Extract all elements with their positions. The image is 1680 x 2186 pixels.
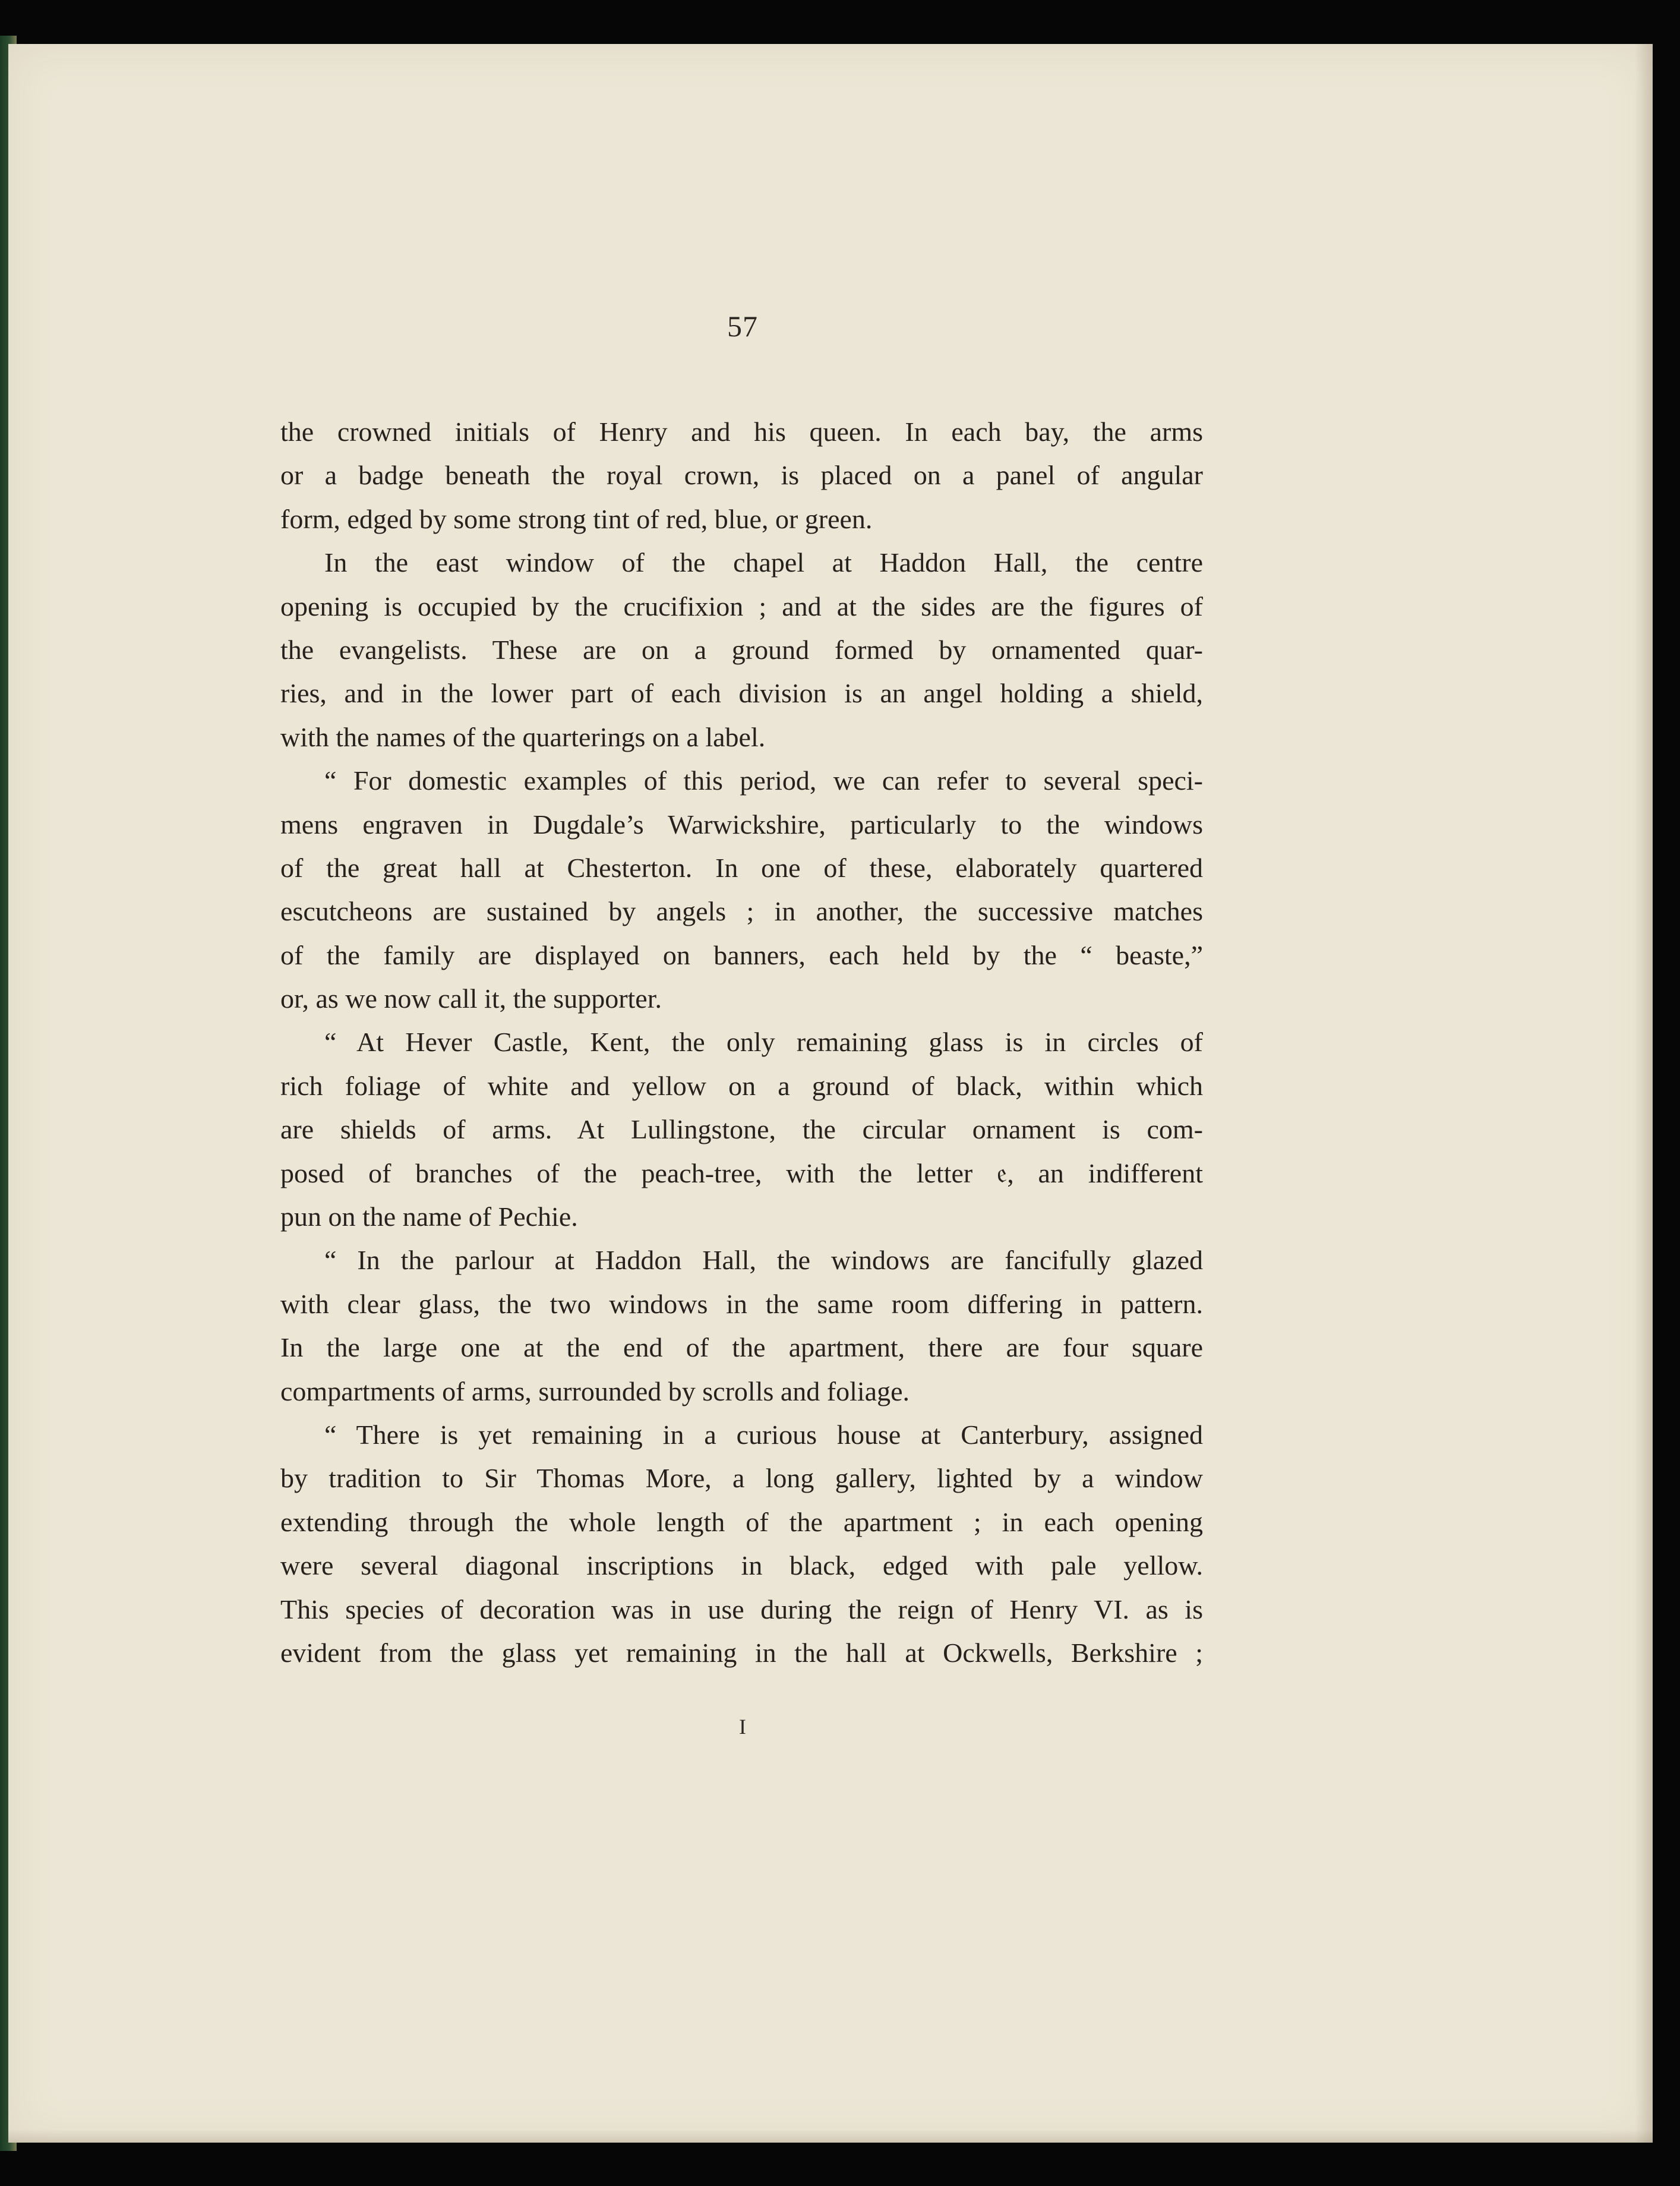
paragraph-1 (280, 410, 1203, 541)
text-line: escutcheons are sustained by angels ; in another, the successive matches (280, 896, 1203, 927)
text-line: rich foliage of white and yellow on a ground of black, within which (280, 1070, 1203, 1101)
printer-signature-mark: I (739, 1715, 746, 1739)
text-line: are shields of arms. At Lullingstone, the circular ornament is com- (280, 1114, 1203, 1145)
text-line: were several diagonal inscriptions in black, edged with pale yellow. (280, 1550, 1203, 1581)
text-line: ries, and in the lower part of each division is an angel holding a shield, (280, 678, 1203, 709)
text-line: with the names of the quarterings on a label. (280, 721, 766, 752)
page-bottom-shadow (8, 2130, 1653, 2143)
page-edge-shadow (1635, 44, 1653, 2143)
text-line: posed of branches of the peach-tree, with the letter 𝔢, an indifferent (280, 1157, 1203, 1188)
page-number: 57 (727, 310, 758, 343)
text-line: of the family are displayed on banners, each held by the “ beaste,” (280, 939, 1203, 970)
text-line: or, as we now call it, the supporter. (280, 983, 662, 1014)
text-line: of the great hall at Chesterton. In one of these, elaborately quartered (280, 852, 1203, 883)
text-line: “ There is yet remaining in a curious house at Canterbury, assigned (324, 1419, 1203, 1450)
paragraph-2 (280, 541, 1203, 759)
paragraph-6 (280, 1413, 1203, 1674)
text-line: In the large one at the end of the apartment, there are four square (280, 1332, 1203, 1363)
text-line: opening is occupied by the crucifixion ; and at the sides are the figures of (280, 591, 1203, 622)
text-line: the evangelists. These are on a ground formed by ornamented quar- (280, 634, 1203, 665)
text-line: In the east window of the chapel at Haddon Hall, the centre (324, 547, 1203, 578)
text-line: “ At Hever Castle, Kent, the only remaining glass is in circles of (324, 1027, 1203, 1058)
text-line: or a badge beneath the royal crown, is placed on a panel of angular (280, 460, 1203, 491)
text-line: extending through the whole length of the apartment ; in each opening (280, 1506, 1203, 1537)
text-line: form, edged by some strong tint of red, blue, or green. (280, 503, 873, 534)
body-text (280, 410, 1203, 1674)
paragraph-5 (280, 1238, 1203, 1413)
text-line: “ For domestic examples of this period, we can refer to several speci- (324, 765, 1203, 796)
paragraph-3 (280, 759, 1203, 1020)
text-line: with clear glass, the two windows in the same room differing in pattern. (280, 1288, 1203, 1319)
text-line: mens engraven in Dugdale’s Warwickshire, particularly to the windows (280, 809, 1203, 840)
text-line: compartments of arms, surrounded by scrolls and foliage. (280, 1376, 910, 1406)
paragraph-4 (280, 1020, 1203, 1238)
text-line: by tradition to Sir Thomas More, a long gallery, lighted by a window (280, 1463, 1203, 1494)
text-line: pun on the name of Pechie. (280, 1201, 578, 1232)
text-line: the crowned initials of Henry and his queen. In each bay, the arms (280, 417, 1203, 447)
text-line: evident from the glass yet remaining in the hall at Ockwells, Berkshire ; (280, 1637, 1203, 1668)
text-line: “ In the parlour at Haddon Hall, the windows are fancifully glazed (324, 1245, 1203, 1276)
text-line: This species of decoration was in use during the reign of Henry VI. as is (280, 1594, 1203, 1624)
